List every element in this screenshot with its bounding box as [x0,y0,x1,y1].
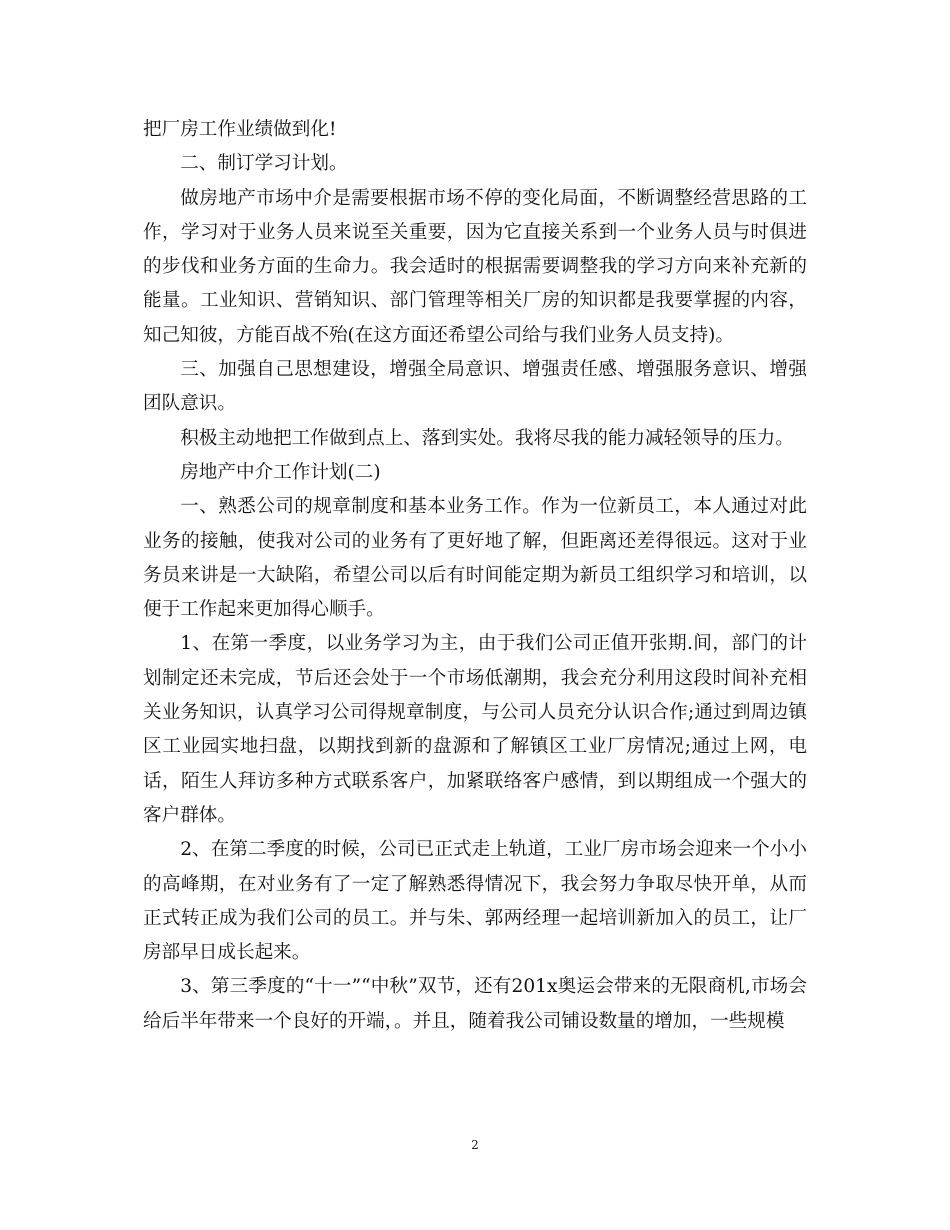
paragraph-8: 1、在第一季度，以业务学习为主，由于我们公司正值开张期.间，部门的计划制定还未完成，节后还会处于一个市场低潮期，我会充分利用这段时间补充相关业务知识，认真学习公司得规章制度，与公司人员充分认识合作;通过到周边镇区工业园实地扫盘，以期找到新的盘源和了解镇区工业厂房情况;通过上网，电话，陌生人拜访多种方式联系客户，加紧联络客户感情，到以期组成一个强大的客户群体。 [143,633,807,826]
page-number: 2 [471,1138,479,1152]
paragraph-10: 3、第三季度的“十一”“中秋”双节，还有201x奥运会带来的无限商机,市场会给后半年带来一个良好的开端，。并且，随着我公司铺设数量的增加，一些规模 [143,976,807,1032]
paragraph-2: 二、制订学习计划。 [180,153,348,175]
paragraph-5: 积极主动地把工作做到点上、落到实处。我将尽我的能力减轻领导的压力。 [180,427,794,449]
paragraph-4: 三、加强自己思想建设，增强全局意识、增强责任感、增强服务意识、增强团队意识。 [143,359,807,415]
paragraph-1: 把厂房工作业绩做到化! [143,119,337,140]
paragraph-7: 一、熟悉公司的规章制度和基本业务工作。作为一位新员工，本人通过对此业务的接触，使我对公司的业务有了更好地了解，但距离还差得很远。这对于业务员来讲是一大缺陷，希望公司以后有时间能定期为新员工组织学习和培训，以便于工作起来更加得心顺手。 [143,496,807,621]
paragraph-3: 做房地产市场中介是需要根据市场不停的变化局面，不断调整经营思路的工作，学习对于业务人员来说至关重要，因为它直接关系到一个业务人员与时俱进的步伐和业务方面的生命力。我会适时的根据需要调整我的学习方向来补充新的能量。工业知识、营销知识、部门管理等相关厂房的知识都是我要掌握的内容，知己知彼，方能百战不殆(在这方面还希望公司给与我们业务人员支持)。 [143,187,807,346]
paragraph-9: 2、在第二季度的时候，公司已正式走上轨道，工业厂房市场会迎来一个小小的高峰期，在对业务有了一定了解熟悉得情况下，我会努力争取尽快开单，从而正式转正成为我们公司的员工。并与朱、郭两经理一起培训新加入的员工，让厂房部早日成长起来。 [143,839,807,964]
paragraph-6: 房地产中介工作计划(二) [180,461,381,483]
document-body [143,113,807,1039]
